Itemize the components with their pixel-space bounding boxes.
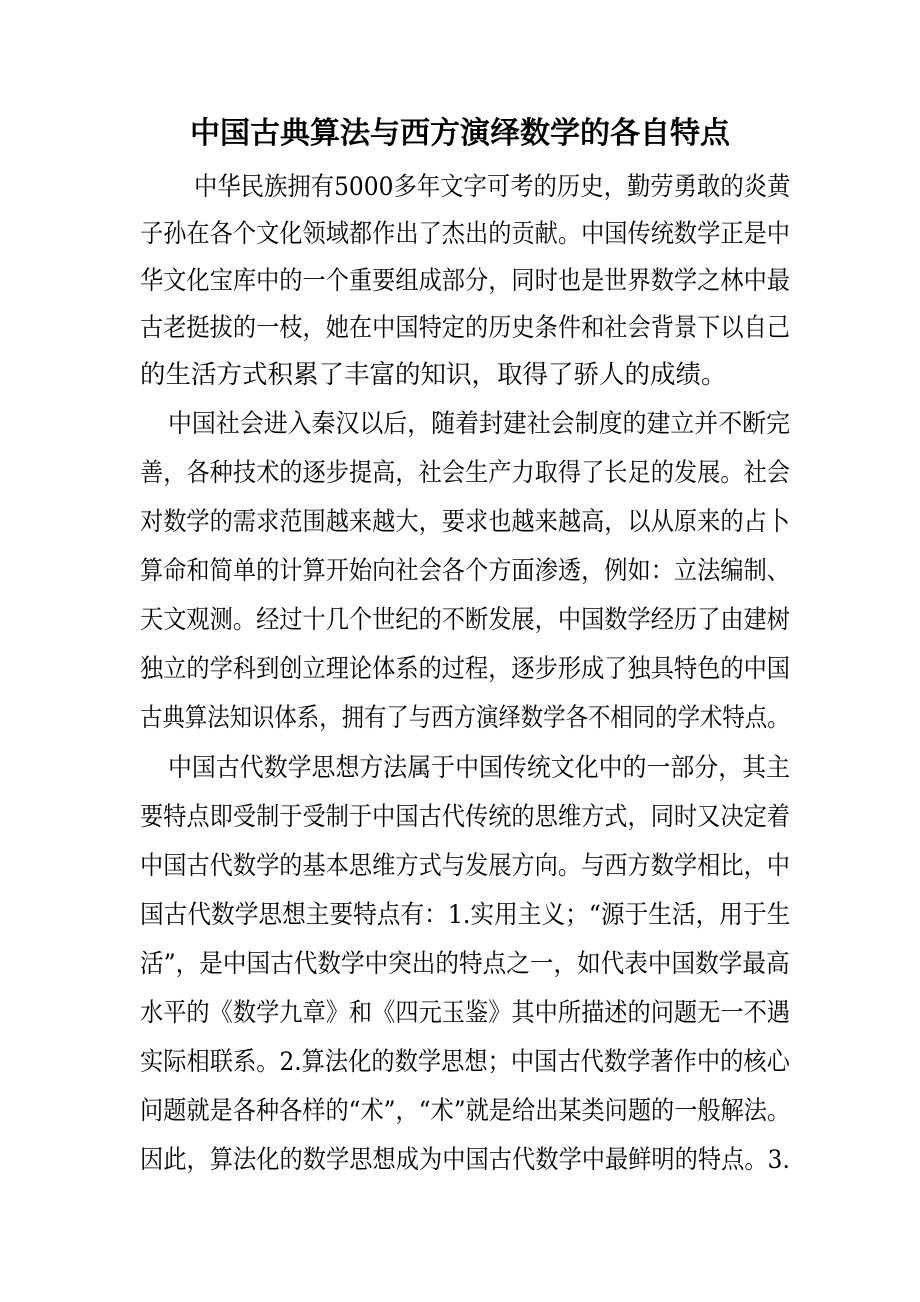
text-line: 水平的《数学九章》和《四元玉鉴》其中所描述的问题无一不遇 — [140, 998, 791, 1028]
text-line: 国古代数学思想主要特点有：1.实用主义；“源于生活，用于生 — [140, 900, 791, 930]
text-line: 中国社会进入秦汉以后，随着封建社会制度的建立并不断完 — [168, 409, 791, 439]
text-line: 算命和简单的计算开始向社会各个方面渗透，例如：立法编制、 — [140, 556, 791, 586]
text-line: 对数学的需求范围越来越大，要求也越来越高，以从原来的占卜 — [140, 507, 791, 537]
text-line: 的生活方式积累了丰富的知识，取得了骄人的成绩。 — [140, 360, 727, 390]
text-line: 因此，算法化的数学思想成为中国古代数学中最鲜明的特点。3. — [140, 1145, 790, 1175]
text-line: 实际相联系。2.算法化的数学思想；中国古代数学著作中的核心 — [140, 1047, 790, 1077]
text-line: 古典算法知识体系，拥有了与西方演绎数学各不相同的学术特点。 — [140, 703, 790, 733]
text-line: 要特点即受制于受制于中国古代传统的思维方式，同时又决定着 — [140, 802, 791, 832]
text-line: 子孙在各个文化领域都作出了杰出的贡献。中国传统数学正是中 — [140, 219, 791, 249]
text-line: 中华民族拥有5000多年文字可考的历史，勤劳勇敢的炎黄 — [194, 172, 791, 202]
text-line: 中国古代数学的基本思维方式与发展方向。与西方数学相比，中 — [140, 851, 791, 881]
text-line: 中国古代数学思想方法属于中国传统文化中的一部分，其主 — [168, 753, 791, 783]
text-line: 善，各种技术的逐步提高，社会生产力取得了长足的发展。社会 — [140, 458, 791, 488]
text-line: 独立的学科到创立理论体系的过程，逐步形成了独具特色的中国 — [140, 654, 791, 684]
document-title: 中国古典算法与西方演绎数学的各自特点 — [190, 116, 730, 151]
text-line: 活”，是中国古代数学中突出的特点之一，如代表中国数学最高 — [140, 949, 790, 979]
text-line: 天文观测。经过十几个世纪的不断发展，中国数学经历了由建树 — [140, 605, 791, 635]
text-line: 问题就是各种各样的“术”，“术”就是给出某类问题的一般解法。 — [140, 1096, 791, 1126]
text-line: 华文化宝库中的一个重要组成部分，同时也是世界数学之林中最 — [140, 266, 791, 296]
text-line: 古老挺拔的一枝，她在中国特定的历史条件和社会背景下以自己 — [140, 313, 791, 343]
